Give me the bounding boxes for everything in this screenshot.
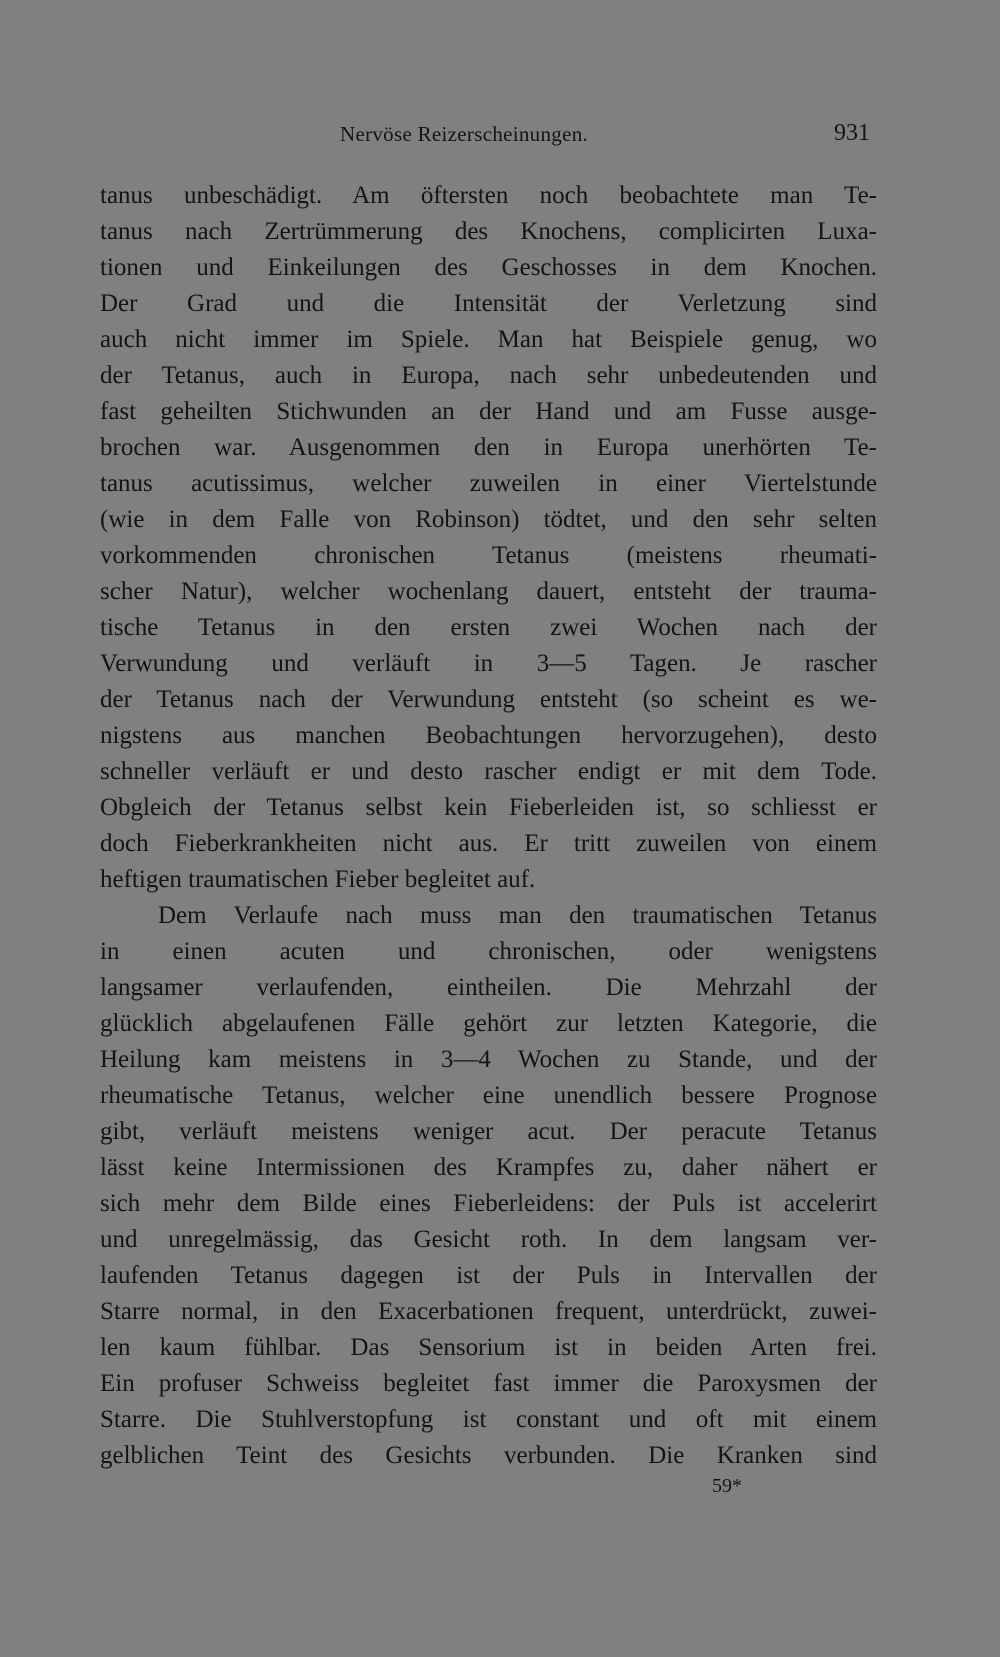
text-line: len kaum fühlbar. Das Sensorium ist in beiden Arten frei. [100, 1334, 877, 1361]
text-line: Verwundung und verläuft in 3—5 Tagen. Je rascher [100, 650, 877, 677]
body-text [100, 178, 877, 1474]
text-line: tische Tetanus in den ersten zwei Wochen nach der [100, 614, 877, 641]
text-line: Heilung kam meistens in 3—4 Wochen zu Stande, und der [100, 1046, 877, 1073]
text-line: tanus acutissimus, welcher zuweilen in einer Viertelstunde [100, 470, 877, 497]
running-head [100, 122, 870, 154]
text-line: (wie in dem Falle von Robinson) tödtet, und den sehr selten [100, 506, 877, 533]
text-line: nigstens aus manchen Beobachtungen hervorzugehen), desto [100, 722, 877, 749]
text-line: Starre normal, in den Exacerbationen frequent, unterdrückt, zuwei- [100, 1298, 877, 1325]
text-line: schneller verläuft er und desto rascher endigt er mit dem Tode. [100, 758, 877, 785]
text-line: sich mehr dem Bilde eines Fieberleidens: der Puls ist accelerirt [100, 1190, 877, 1217]
text-line: gelblichen Teint des Gesichts verbunden. Die Kranken sind [100, 1442, 877, 1469]
text-line: tanus nach Zertrümmerung des Knochens, complicirten Luxa- [100, 218, 877, 245]
text-line: fast geheilten Stichwunden an der Hand und am Fusse ausge- [100, 398, 877, 425]
text-line: laufenden Tetanus dagegen ist der Puls in Intervallen der [100, 1262, 877, 1289]
page-number: 931 [834, 120, 870, 146]
text-line: langsamer verlaufenden, eintheilen. Die Mehrzahl der [100, 974, 877, 1001]
text-line: rheumatische Tetanus, welcher eine unendlich bessere Prognose [100, 1082, 877, 1109]
text-line: in einen acuten und chronischen, oder wenigstens [100, 938, 877, 965]
text-line: scher Natur), welcher wochenlang dauert, entsteht der trauma- [100, 578, 877, 605]
paragraph-first-line: Dem Verlaufe nach muss man den traumatischen Tetanus [158, 902, 877, 929]
text-line: und unregelmässig, das Gesicht roth. In dem langsam ver- [100, 1226, 877, 1253]
text-line: tanus unbeschädigt. Am öftersten noch beobachtete man Te- [100, 182, 877, 209]
text-line: der Tetanus, auch in Europa, nach sehr unbedeutenden und [100, 362, 877, 389]
text-line: glücklich abgelaufenen Fälle gehört zur letzten Kategorie, die [100, 1010, 877, 1037]
text-line: Obgleich der Tetanus selbst kein Fieberleiden ist, so schliesst er [100, 794, 877, 821]
text-line: Starre. Die Stuhlverstopfung ist constant und oft mit einem [100, 1406, 877, 1433]
text-line: auch nicht immer im Spiele. Man hat Beispiele genug, wo [100, 326, 877, 353]
running-title: Nervöse Reizerscheinungen. [340, 122, 589, 146]
text-line: brochen war. Ausgenommen den in Europa unerhörten Te- [100, 434, 877, 461]
text-line: tionen und Einkeilungen des Geschosses in dem Knochen. [100, 254, 877, 281]
text-line: gibt, verläuft meistens weniger acut. Der peracute Tetanus [100, 1118, 877, 1145]
text-line: Ein profuser Schweiss begleitet fast immer die Paroxysmen der [100, 1370, 877, 1397]
text-line: heftigen traumatischen Fieber begleitet auf. [100, 866, 536, 893]
text-line: Der Grad und die Intensität der Verletzung sind [100, 290, 877, 317]
text-line: doch Fieberkrankheiten nicht aus. Er tritt zuweilen von einem [100, 830, 877, 857]
text-line: lässt keine Intermissionen des Krampfes zu, daher nähert er [100, 1154, 877, 1181]
signature-mark: 59* [712, 1475, 742, 1497]
text-line: der Tetanus nach der Verwundung entsteht (so scheint es we- [100, 686, 877, 713]
text-line: vorkommenden chronischen Tetanus (meistens rheumati- [100, 542, 877, 569]
